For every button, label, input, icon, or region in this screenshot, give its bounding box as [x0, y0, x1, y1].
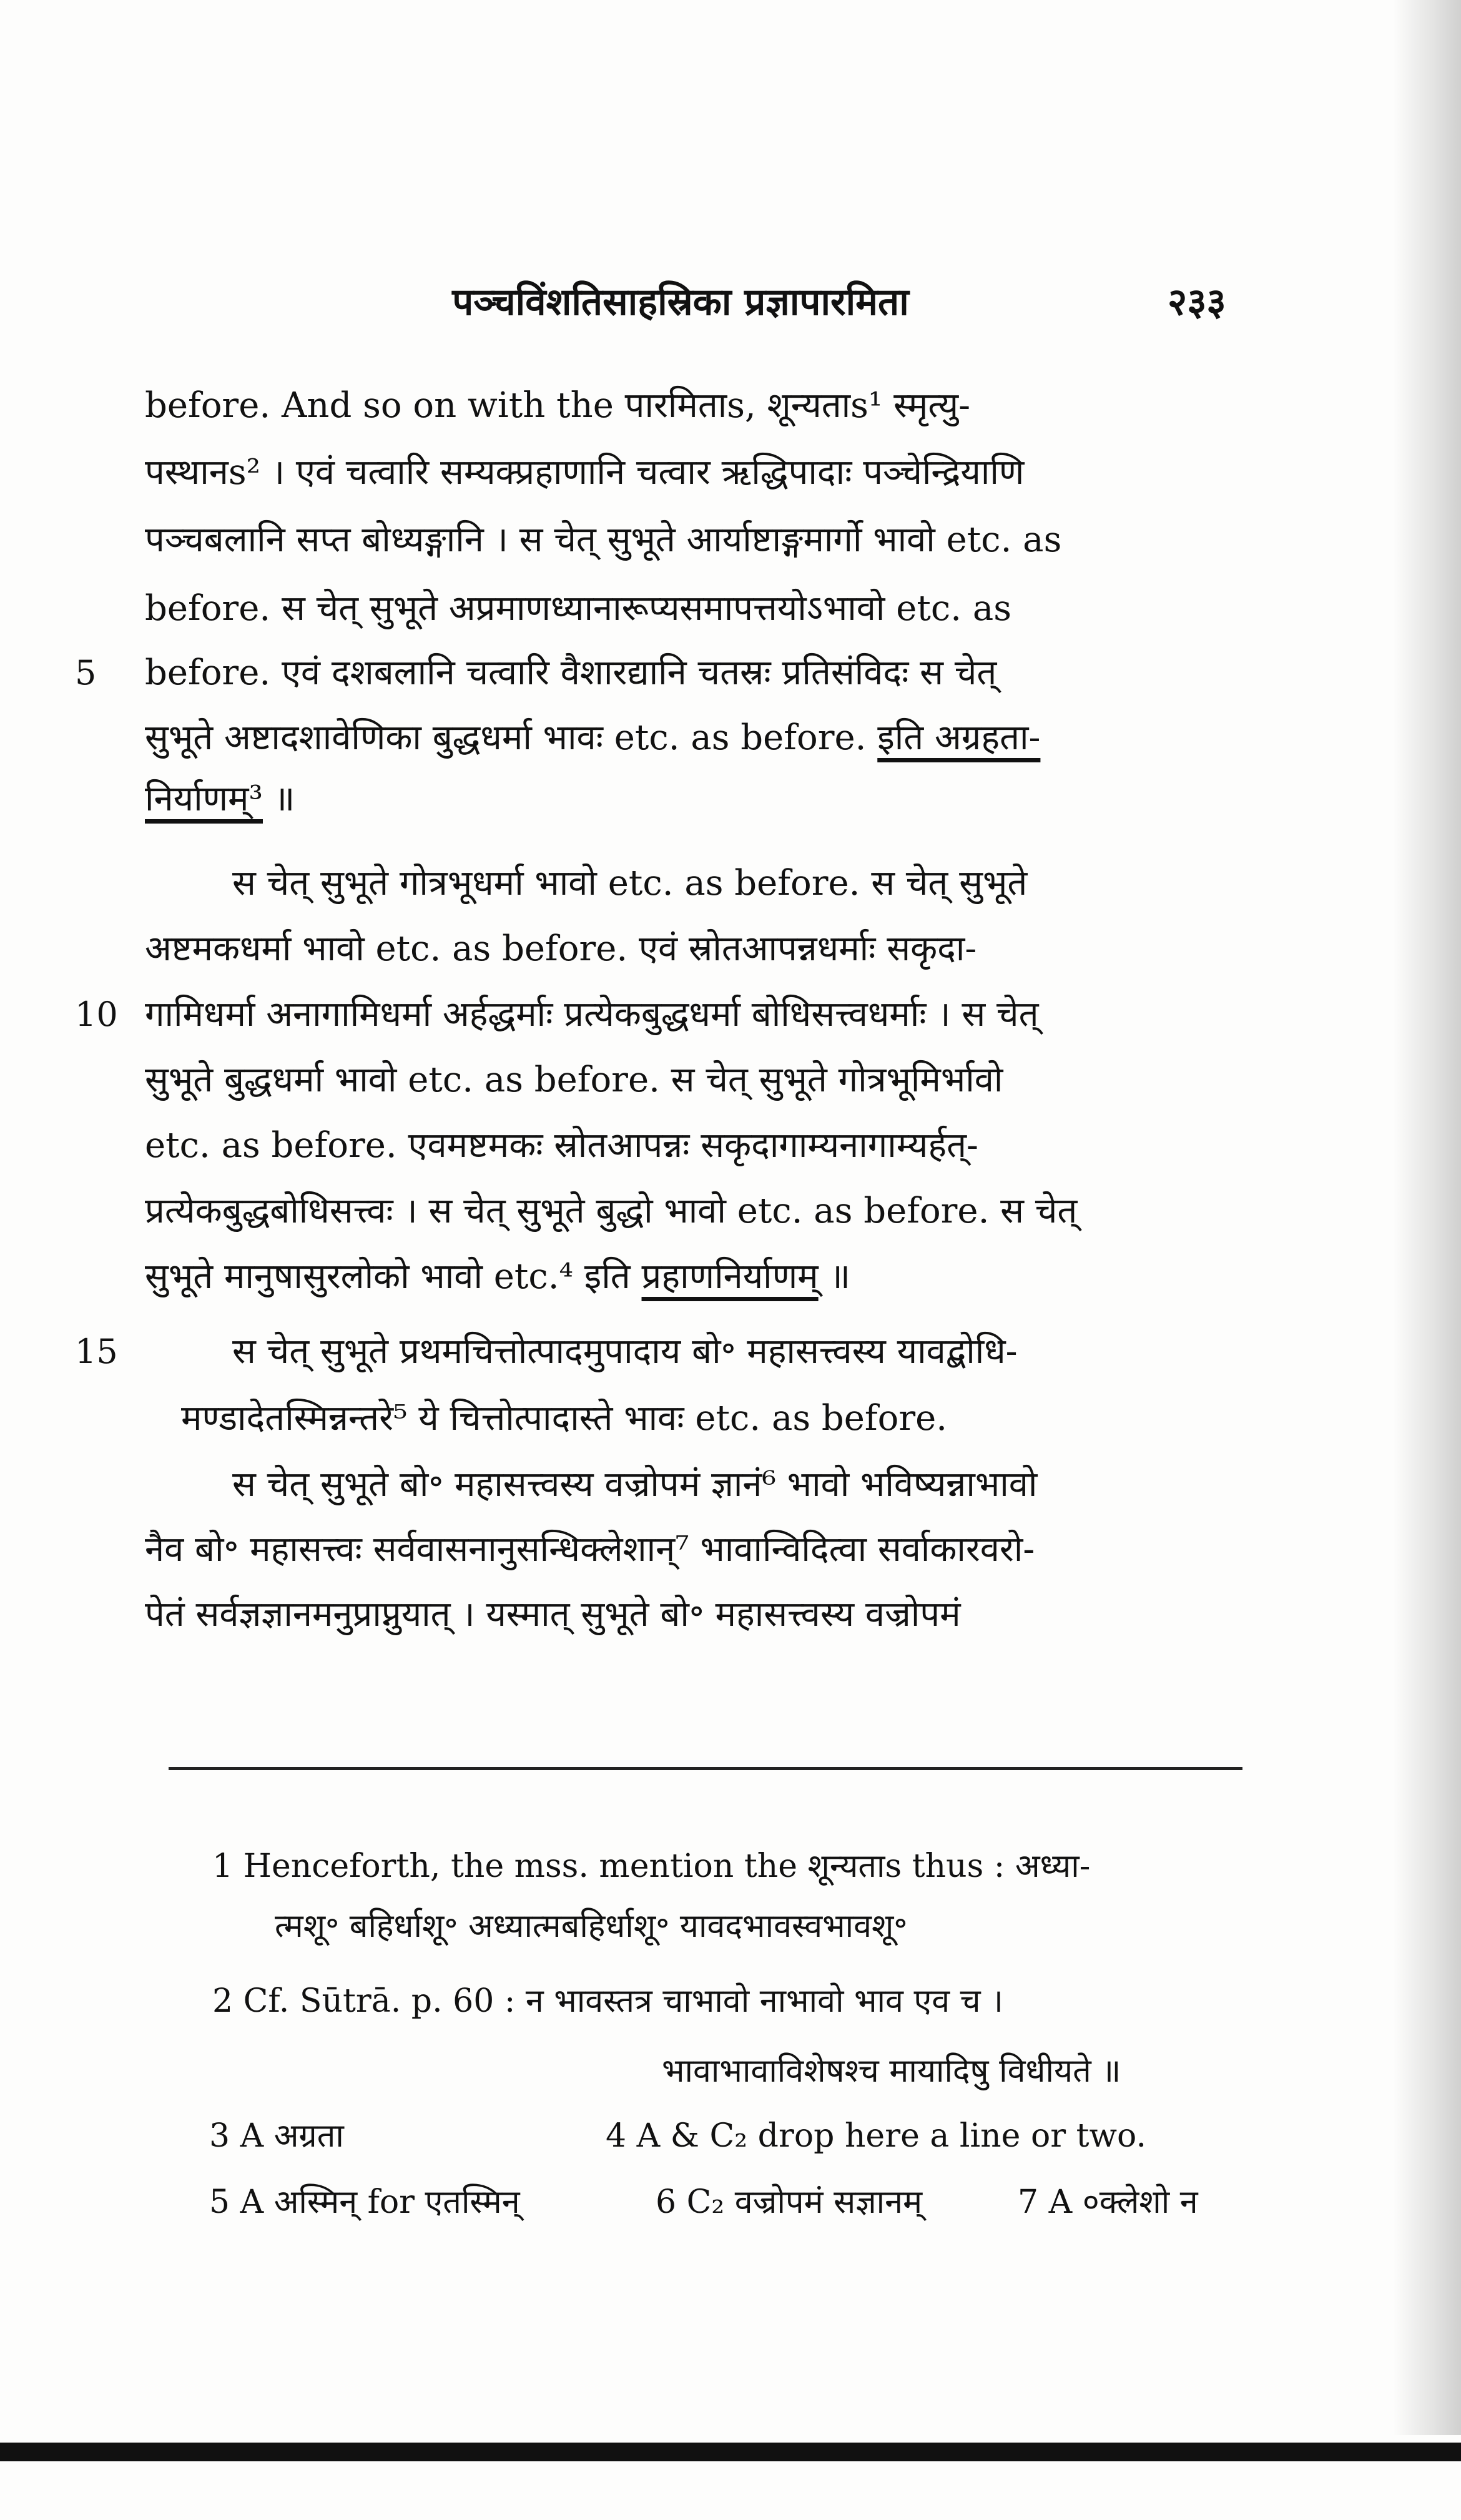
text-segment: सुभूते मानुषासुरलोको भावो etc.⁴ इति — [145, 1256, 642, 1297]
text-line-12: etc. as before. एवमष्टमकः स्रोतआपन्नः सकृदागाम्यनागाम्यर्हत्- — [145, 1125, 978, 1166]
running-header-title: पञ्चविंशतिसाहस्रिका प्रज्ञापारमिता — [452, 280, 909, 324]
footnote-3: 3 A अग्रता — [209, 2117, 344, 2155]
text-line-4: before. स चेत् सुभूते अप्रमाणध्यानारूप्यसमापत्तयोऽभावो etc. as — [145, 588, 1011, 629]
text-line-7 — [145, 774, 1266, 824]
text-segment: सुभूते अष्टादशावेणिका बुद्धधर्मा भावः etc. as before. — [145, 717, 878, 758]
footnote-1: 1 Henceforth, the mss. mention the शून्यताs thus : अध्या- — [212, 1848, 1091, 1885]
footnote-5: 5 A अस्मिन् for एतस्मिन् — [209, 2183, 520, 2221]
underlined-colophon: निर्याणम्³ — [145, 779, 263, 819]
footnote-1-continued: त्मशू॰ बहिर्धाशू॰ अध्यात्मबहिर्धाशू॰ यावदभावस्वभावशू॰ — [275, 1907, 908, 1945]
footnote-separator — [169, 1767, 1242, 1770]
text-line-15: स चेत् सुभूते प्रथमचित्तोत्पादमुपादाय बो॰ महासत्त्वस्य यावद्बोधि- — [232, 1331, 1018, 1372]
text-line-10: गामिधर्मा अनागामिधर्मा अर्हद्धर्माः प्रत्येकबुद्धधर्मा बोधिसत्त्वधर्माः । स चेत् — [145, 994, 1039, 1035]
footnote-6: 6 C₂ वज्रोपमं सज्ञानम् — [656, 2183, 923, 2221]
footnote-4: 4 A & C₂ drop here a line or two. — [606, 2117, 1146, 2155]
footnote-2: 2 Cf. Sūtrā. p. 60 : न भावस्तत्र चाभावो नाभावो भाव एव च । — [212, 1982, 1003, 2020]
text-line-9: अष्टमकधर्मा भावो etc. as before. एवं स्रोतआपन्नधर्माः सकृदा- — [145, 928, 977, 969]
text-line-8: स चेत् सुभूते गोत्रभूधर्मा भावो etc. as before. स चेत् सुभूते — [232, 863, 1028, 903]
text-line-19: पेतं सर्वज्ञज्ञानमनुप्राप्नुयात् । यस्मात् सुभूते बो॰ महासत्त्वस्य वज्रोपमं — [145, 1594, 961, 1635]
page-number: २३३ — [1168, 280, 1226, 324]
text-segment: ॥ — [263, 779, 295, 819]
text-line-6 — [145, 713, 1266, 763]
scan-bottom-edge — [0, 2443, 1461, 2461]
line-number-10: 10 — [75, 995, 118, 1034]
underlined-colophon: इति अग्रहता- — [877, 717, 1041, 758]
text-line-11: सुभूते बुद्धधर्मा भावो etc. as before. स चेत् सुभूते गोत्रभूमिर्भावो — [145, 1060, 1003, 1100]
text-line-13: प्रत्येकबुद्धबोधिसत्त्वः । स चेत् सुभूते बुद्धो भावो etc. as before. स चेत् — [145, 1191, 1078, 1231]
text-line-1: before. And so on with the पारमिताs, शून्यताs¹ स्मृत्यु- — [145, 385, 971, 426]
line-number-15: 15 — [75, 1332, 118, 1371]
text-line-14 — [145, 1252, 1266, 1302]
footnote-7: 7 A ०क्लेशो न — [1018, 2183, 1198, 2221]
page-edge-shadow — [1392, 0, 1461, 2435]
text-line-3: पञ्चबलानि सप्त बोध्यङ्गानि । स चेत् सुभूते आर्याष्टाङ्गमार्गो भावो etc. as — [145, 519, 1062, 560]
text-line-18: नैव बो॰ महासत्त्वः सर्ववासनानुसन्धिक्लेशान्⁷ भावान्विदित्वा सर्वाकारवरो- — [145, 1529, 1035, 1570]
line-number-5: 5 — [75, 653, 97, 692]
underlined-colophon: प्रहाणनिर्याणम् — [641, 1256, 819, 1297]
text-line-16: मण्डादेतस्मिन्नन्तरे⁵ ये चित्तोत्पादास्ते भावः etc. as before. — [181, 1398, 948, 1439]
text-line-5: before. एवं दशबलानि चत्वारि वैशारद्यानि चतस्रः प्रतिसंविदः स चेत् — [145, 652, 997, 693]
footnote-2-verse: भावाभावाविशेषश्च मायादिषु विधीयते ॥ — [662, 2052, 1121, 2090]
text-segment: ॥ — [818, 1256, 851, 1297]
text-line-17: स चेत् सुभूते बो॰ महासत्त्वस्य वज्रोपमं ज्ञानं⁶ भावो भविष्यन्नाभावो — [232, 1464, 1038, 1505]
text-line-2: पस्थानs² । एवं चत्वारि सम्यक्प्रहाणानि चत्वार ऋद्धिपादाः पञ्चेन्द्रियाणि — [145, 452, 1025, 493]
